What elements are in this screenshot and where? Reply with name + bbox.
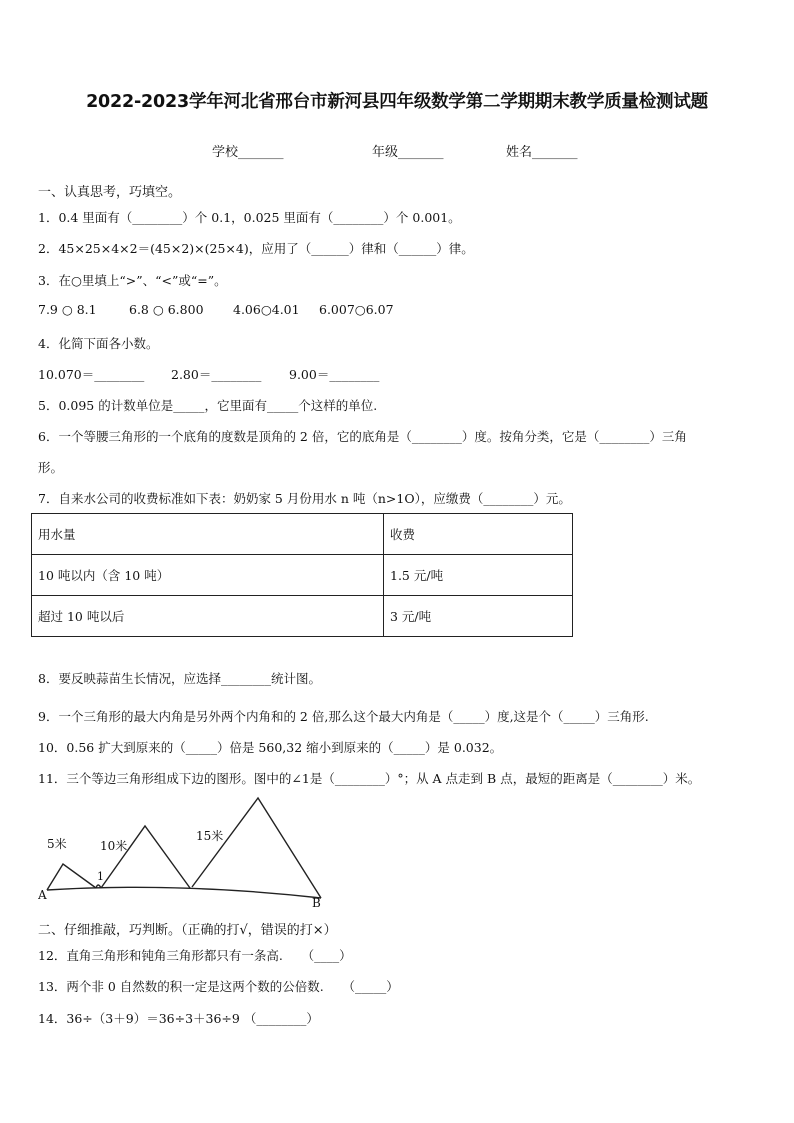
- table-cell: 10 吨以内（含 10 吨）: [32, 555, 384, 596]
- question-9: 9．一个三角形的最大内角是另外两个内角和的 2 倍,那么这个最大内角是（_____）度,这是个（_____）三角形.: [38, 709, 649, 724]
- large-triangle: [192, 798, 321, 898]
- question-6-continued: 形。: [38, 460, 64, 475]
- page-title: 2022-2023学年河北省邢台市新河县四年级数学第二学期期末教学质量检测试题: [86, 92, 708, 112]
- q3-item: 4.06○4.01: [233, 302, 300, 317]
- q3-item: 6.8 ○ 6.800: [129, 302, 204, 317]
- question-12: 12．直角三角形和钝角三角形都只有一条高. （____）: [38, 948, 352, 963]
- section-1-heading: 一、认真思考，巧填空。: [38, 185, 182, 200]
- table-cell: 3 元/吨: [384, 596, 573, 637]
- question-3: 3．在○里填上“>”、“<”或“=”。: [38, 273, 227, 288]
- q4-item: 2.80＝________: [171, 367, 262, 382]
- point-a-label: A: [38, 888, 47, 902]
- q3-item: 7.9 ○ 8.1: [38, 302, 97, 317]
- table-cell: 1.5 元/吨: [384, 555, 573, 596]
- table-row: [32, 555, 573, 596]
- angle-1-label: 1: [97, 870, 104, 883]
- base-curve: [47, 887, 321, 898]
- table-header-cell: 收费: [384, 514, 573, 555]
- q4-item: 10.070＝________: [38, 367, 145, 382]
- school-field[interactable]: 学校_______: [212, 145, 284, 160]
- fee-table: [31, 513, 573, 637]
- question-4: 4．化简下面各小数。: [38, 336, 159, 351]
- table-row: [32, 596, 573, 637]
- question-10: 10．0.56 扩大到原来的（_____）倍是 560,32 缩小到原来的（_____）是 0.032。: [38, 740, 503, 755]
- medium-triangle: [101, 826, 190, 888]
- q3-item: 6.007○6.07: [319, 302, 394, 317]
- grade-field[interactable]: 年级_______: [372, 145, 444, 160]
- table-row: [32, 514, 573, 555]
- q4-item: 9.00＝________: [289, 367, 380, 382]
- section-2-heading: 二、仔细推敲，巧判断。（正确的打√，错误的打×）: [38, 923, 337, 938]
- question-11: 11．三个等边三角形组成下边的图形。图中的∠1是（________）°；从 A 点走到 B 点，最短的距离是（________）米。: [38, 771, 701, 786]
- medium-side-label: 10米: [100, 839, 128, 853]
- small-side-label: 5米: [47, 837, 67, 851]
- question-13: 13．两个非 0 自然数的积一定是这两个数的公倍数. （_____）: [38, 979, 399, 994]
- large-side-label: 15米: [196, 829, 224, 843]
- question-8: 8．要反映蒜苗生长情况，应选择________统计图。: [38, 671, 321, 686]
- small-triangle: [47, 864, 96, 890]
- triangles-figure: [38, 790, 338, 910]
- question-7: 7．自来水公司的收费标准如下表：奶奶家 5 月份用水 n 吨（n>1O），应缴费（________）元。: [38, 491, 571, 506]
- table-cell: 超过 10 吨以后: [32, 596, 384, 637]
- question-6: 6．一个等腰三角形的一个底角的度数是顶角的 2 倍，它的底角是（________）度。按角分类，它是（________）三角: [38, 429, 687, 444]
- name-field[interactable]: 姓名_______: [506, 145, 578, 160]
- question-2: 2．45×25×4×2＝(45×2)×(25×4)，应用了（______）律和（______）律。: [38, 241, 474, 256]
- question-14: 14．36÷（3＋9）＝36÷3＋36÷9 （________）: [38, 1011, 319, 1026]
- question-1: 1．0.4 里面有（________）个 0.1，0.025 里面有（________）个 0.001。: [38, 210, 461, 225]
- point-b-label: B: [312, 896, 321, 910]
- question-5: 5．0.095 的计数单位是_____，它里面有_____个这样的单位.: [38, 398, 378, 413]
- table-header-cell: 用水量: [32, 514, 384, 555]
